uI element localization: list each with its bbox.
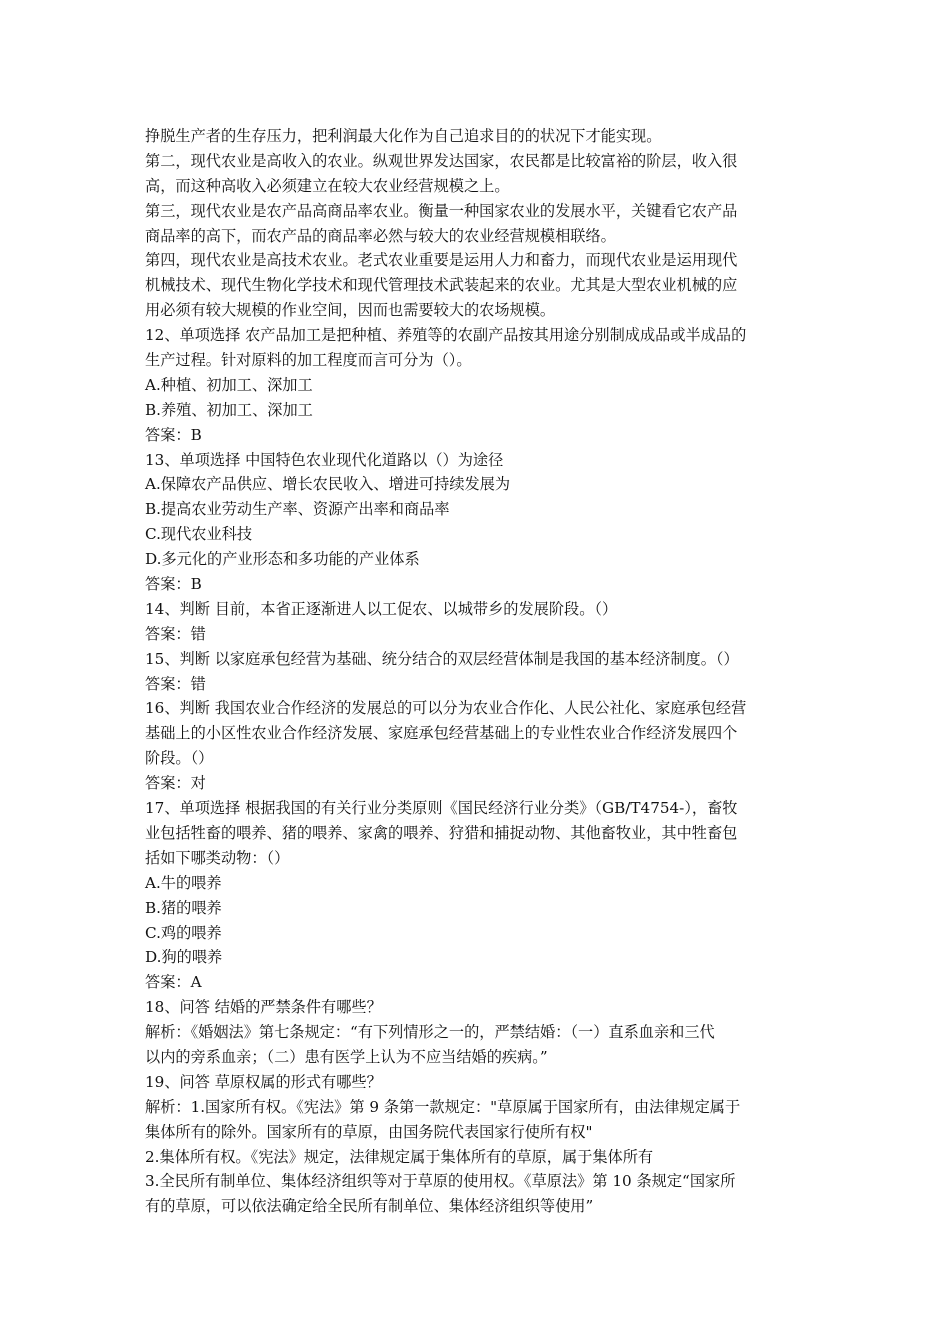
answer-line: 答案：对 (145, 774, 206, 793)
question-line: 15、判断 以家庭承包经营为基础、统分结合的双层经营体制是我国的基本经济制度。（） (145, 649, 739, 668)
question-line: 阶段。（） (145, 749, 214, 768)
explanation-line: 3.全民所有制单位、集体经济组织等对于草原的使用权。《草原法》第 10 条规定“国家所 (145, 1172, 736, 1191)
option-line: B.猪的喂养 (145, 898, 222, 917)
explanation-line: 以内的旁系血亲；（二）患有医学上认为不应当结婚的疾病。” (145, 1047, 548, 1066)
option-line: B.养殖、初加工、深加工 (145, 400, 313, 419)
answer-line: 答案：A (145, 973, 202, 992)
question-line: 业包括牲畜的喂养、猪的喂养、家禽的喂养、狩猎和捕捉动物、其他畜牧业，其中牲畜包 (145, 823, 738, 842)
explanation-line: 解析：1.国家所有权。《宪法》第 9 条第一款规定："草原属于国家所有，由法律规定属于 (145, 1097, 741, 1116)
text-line: 第二，现代农业是高收入的农业。纵观世界发达国家，农民都是比较富裕的阶层，收入很 (145, 151, 738, 170)
option-line: C.鸡的喂养 (145, 923, 222, 942)
explanation-line: 有的草原，可以依法确定给全民所有制单位、集体经济组织等使用” (145, 1197, 594, 1216)
option-line: D.多元化的产业形态和多功能的产业体系 (145, 550, 420, 569)
text-line: 机械技术、现代生物化学技术和现代管理技术武装起来的农业。尤其是大型农业机械的应 (145, 276, 738, 295)
question-line: 18、问答 结婚的严禁条件有哪些？ (145, 998, 382, 1017)
option-line: A.牛的喂养 (145, 873, 222, 892)
explanation-line: 2.集体所有权。《宪法》规定，法律规定属于集体所有的草原，属于集体所有 (145, 1147, 654, 1166)
option-line: C.现代农业科技 (145, 525, 253, 544)
text-line: 第三，现代农业是农产品高商品率农业。衡量一种国家农业的发展水平，关键看它农产品 (145, 201, 738, 220)
option-line: A.保障农产品供应、增长农民收入、增进可持续发展为 (145, 475, 511, 494)
text-line: 第四，现代农业是高技术农业。老式农业重要是运用人力和畜力，而现代农业是运用现代 (145, 251, 738, 270)
answer-line: 答案：B (145, 575, 202, 594)
explanation-line: 集体所有的除外。国家所有的草原，由国务院代表国家行使所有权" (145, 1122, 593, 1141)
question-line: 括如下哪类动物：（） (145, 848, 290, 867)
question-line: 12、单项选择 农产品加工是把种植、养殖等的农副产品按其用途分别制成成品或半成品的 (145, 326, 747, 345)
answer-line: 答案：错 (145, 674, 206, 693)
option-line: A.种植、初加工、深加工 (145, 375, 313, 394)
answer-line: 答案：错 (145, 624, 206, 643)
question-line: 基础上的小区性农业合作经济发展、家庭承包经营基础上的专业性农业合作经济发展四个 (145, 724, 738, 743)
question-line: 19、问答 草原权属的形式有哪些？ (145, 1072, 382, 1091)
option-line: D.狗的喂养 (145, 948, 223, 967)
document-body (145, 124, 810, 1219)
option-line: B.提高农业劳动生产率、资源产出率和商品率 (145, 500, 450, 519)
explanation-line: 解析：《婚姻法》第七条规定：“有下列情形之一的，严禁结婚：（一）直系血亲和三代 (145, 1023, 715, 1042)
question-line: 16、判断 我国农业合作经济的发展总的可以分为农业合作化、人民公社化、家庭承包经营 (145, 699, 747, 718)
answer-line: 答案：B (145, 425, 202, 444)
text-line: 高，而这种高收入必须建立在较大农业经营规模之上。 (145, 176, 510, 195)
text-line: 商品率的高下，而农产品的商品率必然与较大的农业经营规模相联络。 (145, 226, 616, 245)
question-line: 14、判断 目前，本省正逐渐进人以工促农、以城带乡的发展阶段。（） (145, 599, 618, 618)
question-line: 17、单项选择 根据我国的有关行业分类原则《国民经济行业分类》（GB/T4754-），畜牧 (145, 799, 738, 818)
text-line: 用必须有较大规模的作业空间，因而也需要较大的农场规模。 (145, 301, 556, 320)
text-line: 挣脱生产者的生存压力，把利润最大化作为自己追求目的的状况下才能实现。 (145, 127, 662, 145)
question-line: 生产过程。针对原料的加工程度而言可分为（）。 (145, 351, 472, 370)
question-line: 13、单项选择 中国特色农业现代化道路以（）为途径 (145, 450, 504, 469)
